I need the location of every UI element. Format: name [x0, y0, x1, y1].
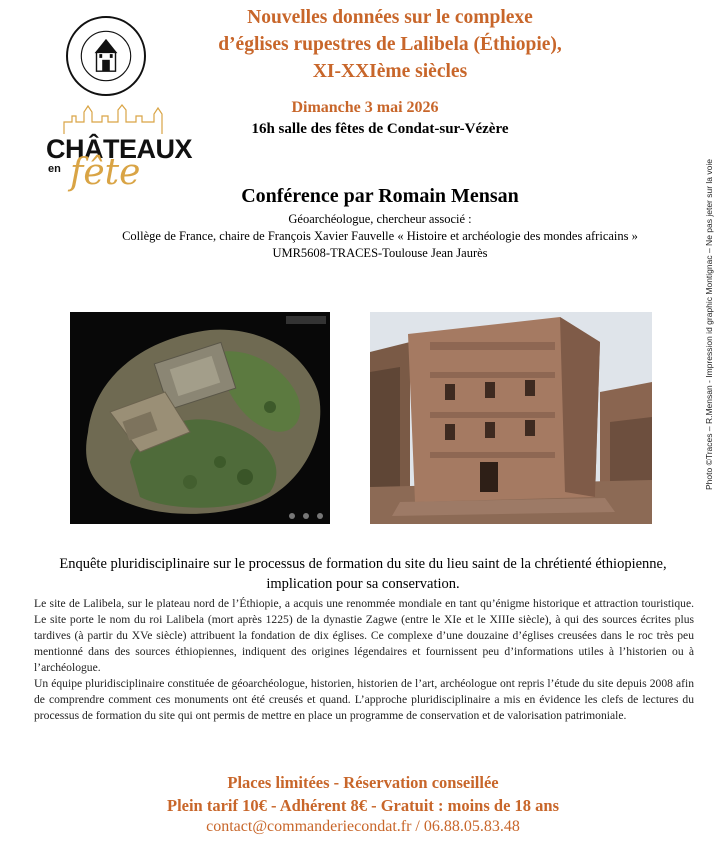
body-paragraph-1: Le site de Lalibela, sur le plateau nord de l’Éthiopie, a acquis une renommée mondiale en tant qu’énigme historique et attraction touristique. Le site porte le nom du roi Lalibela (mort après 1225) de la dynastie Zagwe (entre le XIe et le XIIIe siècle), à qui des sources écrites plus tardives (à partir du XVe siècle) attribuent la fondation de dix églises. Ce complexe d’une douzaine d’églises creusées dans le roc très peu mentionné dans des sources éthiopiennes, indiquent des origines légendaires et fournissent peu d’informations utiles à l’historien ou à l’archéologue.	[34, 597, 694, 674]
chateaux-fete: fête	[70, 152, 141, 193]
photo-credit-text: Photo ©Traces – R.Mensan - Impression id graphic Montignac – Ne pas jeter sur la voie	[704, 159, 714, 490]
site-3d-model-image	[70, 312, 330, 524]
speaker-role: Géoarchéologue, chercheur associé :	[288, 212, 472, 226]
conference-heading: Conférence par Romain Mensan	[241, 185, 519, 207]
title-line-1: Nouvelles données sur le complexe	[247, 7, 533, 28]
castle-outline-icon	[62, 104, 172, 136]
chateaux-en: en	[48, 163, 61, 175]
event-venue: 16h salle des fêtes de Condat-sur-Vézère	[251, 121, 509, 137]
event-date: Dimanche 3 mai 2026	[291, 99, 439, 116]
chateaux-en-fete-logo	[42, 100, 192, 192]
speaker-affiliation-1: Collège de France, chaire de François Xavier Fauvelle « Histoire et archéologie des mondes africains »	[122, 229, 638, 243]
title-line-3: XI-XXIème siècles	[312, 61, 468, 82]
photo-credit-vertical	[690, 140, 718, 490]
lalibela-church-photo	[370, 312, 652, 524]
speaker-affiliation-2: UMR5608-TRACES-Toulouse Jean Jaurès	[272, 246, 488, 260]
commanderie-seal-icon	[68, 18, 144, 94]
lead-paragraph: Enquête pluridisciplinaire sur le processus de formation du site du lieu saint de la chrétienté éthiopienne, implication pour sa conservation.	[59, 556, 667, 592]
body-text	[34, 596, 694, 724]
commanderie-logo	[66, 16, 146, 96]
chateaux-word: CHÂTEAUX	[46, 134, 193, 164]
title-line-2: d’églises rupestres de Lalibela (Éthiopie),	[218, 34, 562, 55]
contact-info[interactable]: contact@commanderiecondat.fr / 06.88.05.83.48	[206, 818, 520, 835]
places-notice: Places limitées - Réservation conseillée	[227, 773, 499, 792]
body-paragraph-2: Un équipe pluridisciplinaire constituée de géoarchéologue, historien, historien de l’art, archéologue ont repris l’étude du site depuis 2008 afin de comprendre comment ces monuments ont été creusés et quand. L’approche pluridisciplinaire a mis en évidence les clefs de lectures du processus de formation du site qui ont permis de mettre en place un programme de conservation et de valorisation patrimoniale.	[34, 677, 694, 722]
price-info: Plein tarif 10€ - Adhérent 8€ - Gratuit : moins de 18 ans	[166, 796, 559, 815]
event-title	[150, 4, 630, 85]
